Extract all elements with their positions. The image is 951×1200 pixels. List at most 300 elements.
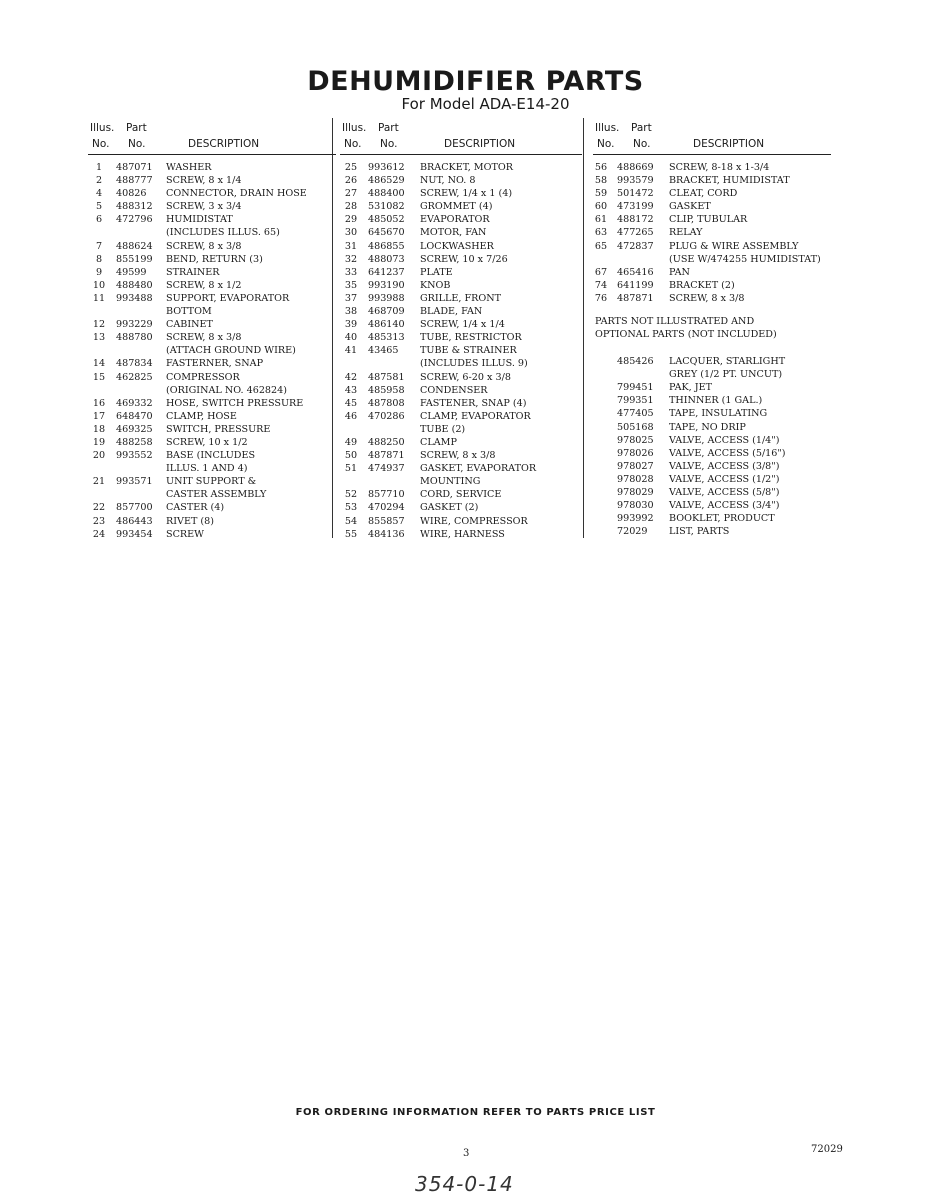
part-no-header: No. — [128, 138, 146, 150]
illus-number: 28 — [344, 201, 358, 213]
part-number: 486140 — [368, 319, 405, 331]
part-number: 474937 — [368, 463, 405, 475]
part-description: PAK, JET — [669, 382, 713, 394]
part-number: 487808 — [368, 397, 405, 409]
list-item — [340, 436, 582, 449]
list-item — [593, 200, 831, 213]
part-number: 799451 — [617, 382, 654, 394]
list-item — [88, 331, 336, 344]
list-item — [593, 292, 831, 305]
list-item — [593, 174, 831, 187]
note-line-2: OPTIONAL PARTS (NOT INCLUDED) — [595, 329, 777, 341]
illus-number: 59 — [594, 188, 608, 200]
list-item — [88, 423, 336, 436]
list-item — [340, 423, 582, 436]
part-description: SCREW, 8 x 3/8 — [420, 450, 496, 462]
part-description: SCREW, 8 x 3/8 — [669, 292, 745, 304]
part-description: GRILLE, FRONT — [420, 292, 502, 304]
part-description: MOUNTING — [420, 476, 481, 488]
part-description: CORD, SERVICE — [420, 489, 502, 501]
part-description: TUBE, RESTRICTOR — [420, 332, 522, 344]
list-item — [593, 381, 831, 394]
part-description: VALVE, ACCESS (3/4") — [669, 500, 780, 512]
illus-number: 24 — [92, 528, 106, 540]
illus-number: 11 — [92, 292, 106, 304]
part-number: 487871 — [617, 292, 654, 304]
part-number: 472837 — [617, 240, 654, 252]
part-number: 857710 — [368, 489, 405, 501]
part-number: 978028 — [617, 473, 654, 485]
part-number: 486443 — [116, 515, 153, 527]
list-item — [340, 410, 582, 423]
illus-number: 49 — [344, 436, 358, 448]
part-description: SWITCH, PRESSURE — [166, 423, 271, 435]
part-number: 978030 — [617, 500, 654, 512]
part-number: 486855 — [368, 240, 405, 252]
part-number: 485052 — [368, 214, 405, 226]
illus-number: 61 — [594, 214, 608, 226]
list-item — [88, 292, 336, 305]
list-item — [593, 486, 831, 499]
list-item — [88, 357, 336, 370]
list-item — [88, 488, 336, 501]
list-item — [88, 449, 336, 462]
part-description: SUPPORT, EVAPORATOR — [166, 292, 290, 304]
part-description: GROMMET (4) — [420, 201, 493, 213]
part-description: GASKET, EVAPORATOR — [420, 463, 537, 475]
part-number: 488624 — [116, 240, 153, 252]
list-item — [593, 279, 831, 292]
illus-number: 54 — [344, 515, 358, 527]
illus-number: 45 — [344, 397, 358, 409]
part-number: 993190 — [368, 279, 405, 291]
illus-number: 23 — [92, 515, 106, 527]
list-item — [340, 161, 582, 174]
illus-number: 67 — [594, 266, 608, 278]
list-item — [340, 462, 582, 475]
part-description: PAN — [669, 266, 690, 278]
part-number: 978029 — [617, 486, 654, 498]
illus-number: 43 — [344, 384, 358, 396]
part-number: 993571 — [116, 476, 153, 488]
part-number: 487871 — [368, 450, 405, 462]
part-description: SCREW, 8 x 3/8 — [166, 332, 242, 344]
part-description: THINNER (1 GAL.) — [669, 395, 763, 407]
optional-parts-list — [593, 355, 831, 538]
list-item — [340, 501, 582, 514]
part-description: VALVE, ACCESS (1/4") — [669, 434, 780, 446]
list-item — [340, 279, 582, 292]
part-number: 855857 — [368, 515, 405, 527]
illus-number: 22 — [92, 502, 106, 514]
part-description: BLADE, FAN — [420, 306, 483, 318]
column-header — [88, 120, 336, 155]
list-item — [88, 436, 336, 449]
part-description: TAPE, INSULATING — [669, 408, 768, 420]
part-description: (USE W/474255 HUMIDISTAT) — [669, 253, 821, 265]
list-item — [88, 305, 336, 318]
part-description: EVAPORATOR — [420, 214, 490, 226]
list-item — [593, 240, 831, 253]
not-illustrated-note — [595, 315, 831, 341]
illus-number: 35 — [344, 279, 358, 291]
ordering-footer: FOR ORDERING INFORMATION REFER TO PARTS PRICE LIST — [295, 1107, 656, 1118]
part-description: LACQUER, STARLIGHT — [669, 356, 786, 368]
part-description: PLUG & WIRE ASSEMBLY — [669, 240, 799, 252]
illus-number: 12 — [92, 319, 106, 331]
list-item — [88, 462, 336, 475]
part-description: SCREW, 6-20 x 3/8 — [420, 371, 511, 383]
part-number: 488777 — [116, 175, 153, 187]
page-title: DEHUMIDIFIER PARTS — [307, 66, 644, 97]
part-description: VALVE, ACCESS (3/8") — [669, 460, 780, 472]
illus-number: 4 — [95, 188, 103, 200]
part-number: 993488 — [116, 292, 153, 304]
list-item — [593, 394, 831, 407]
list-item — [340, 292, 582, 305]
part-description: (INCLUDES ILLUS. 9) — [420, 358, 528, 370]
part-description: CLEAT, CORD — [669, 188, 738, 200]
list-item — [593, 421, 831, 434]
part-number: 501472 — [617, 188, 654, 200]
page-number: 3 — [463, 1148, 470, 1159]
part-description: TUBE & STRAINER — [420, 345, 517, 357]
part-number: 978026 — [617, 447, 654, 459]
part-number: 993454 — [116, 528, 153, 540]
illus-number: 27 — [344, 188, 358, 200]
part-description: (INCLUDES ILLUS. 65) — [166, 227, 280, 239]
illus-number: 46 — [344, 410, 358, 422]
list-item — [340, 174, 582, 187]
illus-number: 18 — [92, 423, 106, 435]
list-item — [593, 525, 831, 538]
illus-number: 13 — [92, 332, 106, 344]
column-divider — [583, 118, 584, 538]
part-number: 40826 — [116, 188, 147, 200]
illus-number: 51 — [344, 463, 358, 475]
illus-number: 40 — [344, 332, 358, 344]
list-item — [593, 407, 831, 420]
illus-number: 38 — [344, 306, 358, 318]
part-number: 485426 — [617, 356, 654, 368]
illus-number: 74 — [594, 279, 608, 291]
list-item — [340, 488, 582, 501]
part-description: MOTOR, FAN — [420, 227, 487, 239]
part-description: CABINET — [166, 319, 213, 331]
list-item — [88, 397, 336, 410]
description-header: DESCRIPTION — [444, 138, 516, 150]
parts-list — [340, 161, 582, 541]
illus-number: 1 — [95, 162, 103, 173]
illus-number: 19 — [92, 436, 106, 448]
illus-number: 52 — [344, 489, 358, 501]
part-number: 488258 — [116, 436, 153, 448]
illus-number: 76 — [594, 292, 608, 304]
list-item — [340, 384, 582, 397]
part-description: CONNECTOR, DRAIN HOSE — [166, 188, 307, 200]
list-item — [340, 253, 582, 266]
part-number: 49599 — [116, 266, 147, 278]
part-number: 993992 — [617, 513, 654, 525]
list-item — [340, 266, 582, 279]
part-no-header: No. — [380, 138, 398, 150]
part-description: ILLUS. 1 AND 4) — [166, 463, 248, 475]
part-description: TUBE (2) — [420, 423, 466, 435]
list-item — [593, 253, 831, 266]
handwritten-note: 354-0-14 — [415, 1172, 514, 1196]
part-number: 993579 — [617, 175, 654, 187]
part-number: 473199 — [617, 201, 654, 213]
part-number: 465416 — [617, 266, 654, 278]
part-number: 505168 — [617, 421, 654, 433]
part-description: CASTER (4) — [166, 502, 225, 514]
part-description: CASTER ASSEMBLY — [166, 489, 267, 501]
list-item — [593, 187, 831, 200]
list-item — [340, 344, 582, 357]
list-item — [88, 187, 336, 200]
part-number: 487581 — [368, 371, 405, 383]
list-item — [340, 187, 582, 200]
part-number: 993612 — [368, 162, 405, 173]
part-number: 488400 — [368, 188, 405, 200]
part-number: 488780 — [116, 332, 153, 344]
list-item — [593, 355, 831, 368]
list-item — [593, 368, 831, 381]
part-number: 485313 — [368, 332, 405, 344]
parts-list — [88, 161, 336, 541]
column-header — [593, 120, 831, 155]
part-description: SCREW, 10 x 1/2 — [166, 436, 248, 448]
part-description: CLAMP, HOSE — [166, 410, 237, 422]
part-description: WIRE, COMPRESSOR — [420, 515, 528, 527]
part-description: HUMIDISTAT — [166, 214, 233, 226]
part-description: SCREW, 8 x 3/8 — [166, 240, 242, 252]
illus-number: 16 — [92, 397, 106, 409]
part-description: SCREW — [166, 528, 205, 540]
illus-no-header: No. — [92, 138, 110, 150]
part-no-header: No. — [633, 138, 651, 150]
description-header: DESCRIPTION — [693, 138, 765, 150]
list-item — [88, 515, 336, 528]
part-number: 72029 — [617, 526, 648, 538]
description-header: DESCRIPTION — [188, 138, 260, 150]
list-item — [88, 501, 336, 514]
part-description: GASKET (2) — [420, 502, 479, 514]
illus-header: Illus. — [342, 122, 367, 134]
part-description: BASE (INCLUDES — [166, 450, 256, 462]
list-item — [340, 371, 582, 384]
illus-number: 37 — [344, 292, 358, 304]
list-item — [88, 161, 336, 174]
list-item — [88, 475, 336, 488]
parts-list — [593, 161, 831, 305]
part-description: WIRE, HARNESS — [420, 528, 505, 540]
illus-number: 26 — [344, 175, 358, 187]
illus-number: 8 — [95, 253, 103, 265]
part-number: 462825 — [116, 371, 153, 383]
illus-number: 9 — [95, 266, 103, 278]
part-description: HOSE, SWITCH PRESSURE — [166, 397, 304, 409]
part-description: FASTENER, SNAP (4) — [420, 397, 527, 409]
part-number: 477405 — [617, 408, 654, 420]
part-header: Part — [631, 122, 652, 134]
part-description: WASHER — [166, 162, 212, 173]
list-item — [340, 200, 582, 213]
part-number: 43465 — [368, 345, 399, 357]
part-description: BRACKET (2) — [669, 279, 735, 291]
column-header — [340, 120, 582, 155]
list-item — [340, 240, 582, 253]
list-item — [88, 279, 336, 292]
part-number: 468709 — [368, 306, 405, 318]
part-description: TAPE, NO DRIP — [669, 421, 746, 433]
list-item — [593, 434, 831, 447]
list-item — [593, 447, 831, 460]
illus-number: 25 — [344, 162, 358, 173]
list-item — [88, 240, 336, 253]
illus-number: 6 — [95, 214, 103, 226]
illus-number: 21 — [92, 476, 106, 488]
part-number: 470294 — [368, 502, 405, 514]
illus-number: 33 — [344, 266, 358, 278]
list-item — [340, 305, 582, 318]
part-number: 993552 — [116, 450, 153, 462]
part-description: SCREW, 10 x 7/26 — [420, 253, 508, 265]
part-number: 488312 — [116, 201, 153, 213]
list-item — [88, 344, 336, 357]
parts-column-2 — [340, 120, 582, 541]
list-item — [88, 528, 336, 541]
illus-number: 20 — [92, 450, 106, 462]
part-header: Part — [126, 122, 147, 134]
part-number: 978027 — [617, 460, 654, 472]
part-number: 488480 — [116, 279, 153, 291]
parts-column-3 — [593, 120, 831, 538]
part-description: BRACKET, HUMIDISTAT — [669, 175, 790, 187]
part-description: CLIP, TUBULAR — [669, 214, 748, 226]
part-number: 648470 — [116, 410, 153, 422]
part-description: BEND, RETURN (3) — [166, 253, 263, 265]
part-number: 488669 — [617, 162, 654, 173]
list-item — [593, 226, 831, 239]
part-number: 486529 — [368, 175, 405, 187]
list-item — [88, 266, 336, 279]
list-item — [88, 410, 336, 423]
part-number: 487071 — [116, 162, 153, 173]
part-number: 993988 — [368, 292, 405, 304]
part-number: 488172 — [617, 214, 654, 226]
list-item — [593, 473, 831, 486]
list-item — [593, 213, 831, 226]
note-line-1: PARTS NOT ILLUSTRATED AND — [595, 316, 755, 328]
list-item — [593, 460, 831, 473]
list-item — [340, 357, 582, 370]
part-description: KNOB — [420, 279, 451, 291]
list-item — [340, 331, 582, 344]
part-number: 470286 — [368, 410, 405, 422]
illus-number: 50 — [344, 450, 358, 462]
part-number: 472796 — [116, 214, 153, 226]
list-item — [88, 226, 336, 239]
part-description: VALVE, ACCESS (5/8") — [669, 486, 780, 498]
part-header: Part — [378, 122, 399, 134]
part-number: 855199 — [116, 253, 153, 265]
illus-number: 56 — [594, 162, 608, 173]
part-description: SCREW, 8 x 1/2 — [166, 279, 242, 291]
part-number: 487834 — [116, 358, 153, 370]
illus-number: 32 — [344, 253, 358, 265]
list-item — [593, 161, 831, 174]
illus-number: 65 — [594, 240, 608, 252]
part-description: RIVET (8) — [166, 515, 214, 527]
part-number: 799351 — [617, 395, 654, 407]
list-item — [88, 371, 336, 384]
illus-number: 10 — [92, 279, 106, 291]
part-description: GASKET — [669, 201, 711, 213]
part-description: FASTERNER, SNAP — [166, 358, 264, 370]
illus-number: 5 — [95, 201, 103, 213]
illus-number: 2 — [95, 175, 103, 187]
part-description: PLATE — [420, 266, 453, 278]
list-item — [88, 318, 336, 331]
illus-no-header: No. — [344, 138, 362, 150]
list-item — [340, 475, 582, 488]
part-number: 469332 — [116, 397, 153, 409]
illus-header: Illus. — [90, 122, 115, 134]
list-item — [88, 200, 336, 213]
part-number: 531082 — [368, 201, 405, 213]
list-item — [340, 515, 582, 528]
parts-column-1 — [88, 120, 336, 541]
illus-number: 63 — [594, 227, 608, 239]
part-number: 477265 — [617, 227, 654, 239]
list-item — [88, 253, 336, 266]
part-description: COMPRESSOR — [166, 371, 240, 383]
illus-number: 41 — [344, 345, 358, 357]
part-description: UNIT SUPPORT & — [166, 476, 257, 488]
part-description: STRAINER — [166, 266, 220, 278]
part-number: 641199 — [617, 279, 654, 291]
document-code: 72029 — [811, 1144, 843, 1155]
illus-number: 29 — [344, 214, 358, 226]
part-number: 469325 — [116, 423, 153, 435]
part-description: SCREW, 3 x 3/4 — [166, 201, 242, 213]
part-description: VALVE, ACCESS (5/16") — [669, 447, 786, 459]
illus-no-header: No. — [597, 138, 615, 150]
part-description: CLAMP — [420, 436, 457, 448]
part-description: CONDENSER — [420, 384, 488, 396]
part-description: SCREW, 1/4 x 1/4 — [420, 319, 505, 331]
part-description: NUT, NO. 8 — [420, 175, 476, 187]
list-item — [593, 499, 831, 512]
part-description: BOTTOM — [166, 306, 212, 318]
list-item — [88, 213, 336, 226]
illus-number: 58 — [594, 175, 608, 187]
illus-number: 53 — [344, 502, 358, 514]
illus-number: 31 — [344, 240, 358, 252]
model-subtitle: For Model ADA-E14-20 — [401, 95, 570, 113]
part-number: 993229 — [116, 319, 153, 331]
illus-number: 7 — [95, 240, 103, 252]
list-item — [88, 174, 336, 187]
list-item — [340, 318, 582, 331]
part-number: 978025 — [617, 434, 654, 446]
part-description: GREY (1/2 PT. UNCUT) — [669, 369, 783, 381]
illus-number: 39 — [344, 319, 358, 331]
list-item — [340, 226, 582, 239]
part-description: BRACKET, MOTOR — [420, 162, 513, 173]
illus-number: 17 — [92, 410, 106, 422]
